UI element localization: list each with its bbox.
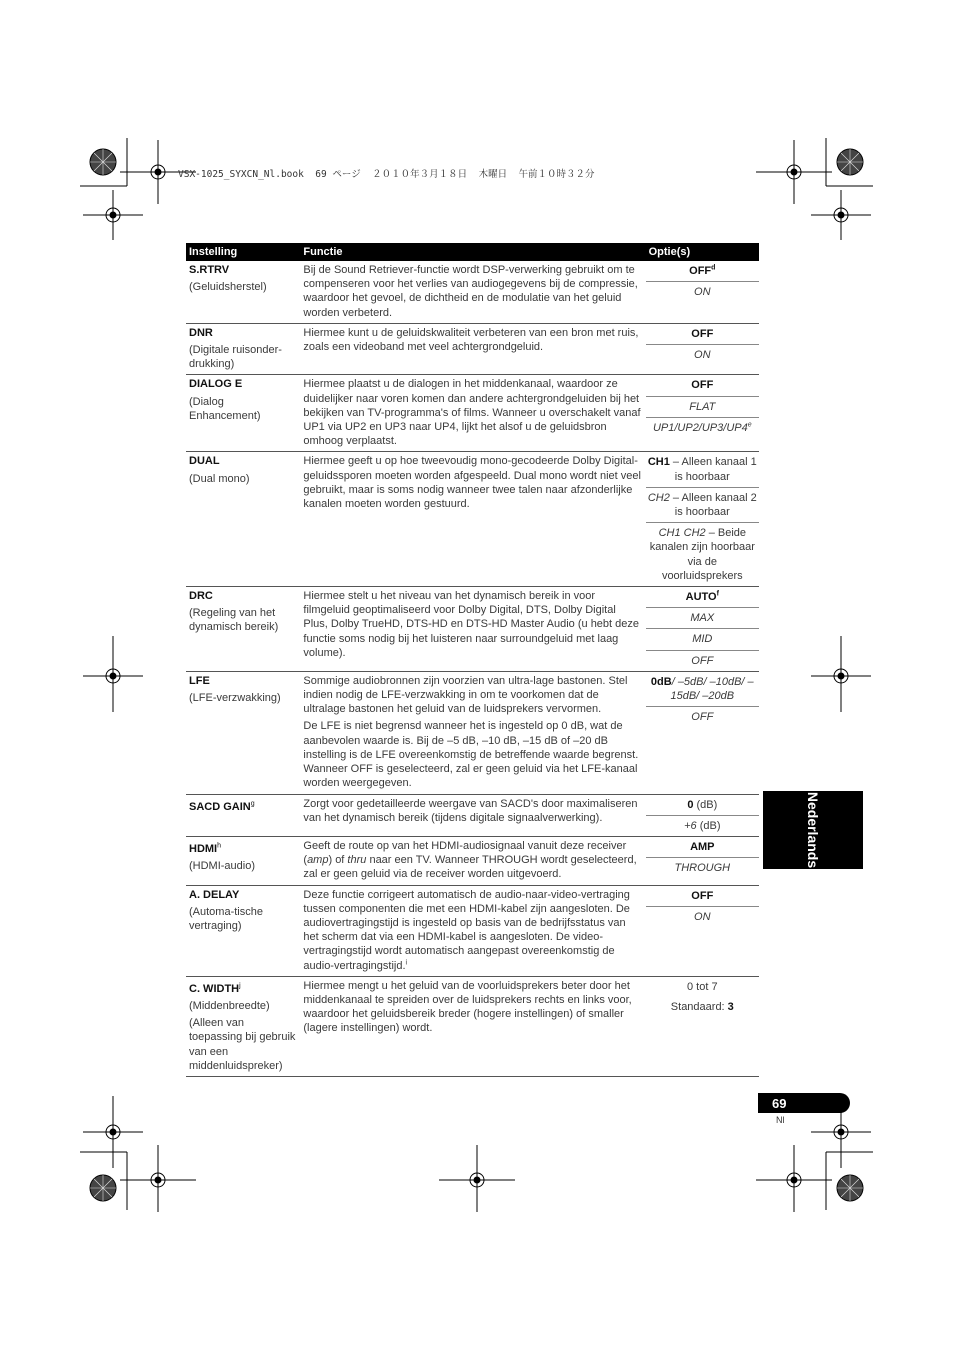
table-row-dual [186, 452, 759, 587]
option-db-levels: 0dB/ –5dB/ –10dB/ –15dB/ –20dB [646, 672, 759, 707]
language-side-tab [763, 791, 863, 869]
setting-description: Bij de Sound Retriever-functie wordt DSP-verwerking gebruikt om te compenseren voor het verlies van audiogegevens bij de compressie, waardoor het gevoel, de dichtheid en de modulatie van het geluid worden verbeterd. [300, 261, 645, 323]
option-ch1: CH1 – Alleen kanaal 1 is hoorbaar [646, 452, 759, 487]
option-0db: 0 (dB) [646, 795, 759, 816]
column-header-options: Optie(s) [646, 243, 759, 261]
setting-description: Zorgt voor gedetailleerde weergave van SACD's door maximaliseren van het dynamisch bereik (tijdens digitale signaalverwerking). [300, 794, 645, 836]
setting-subtitle: (LFE-verzwakking) [189, 692, 281, 705]
table-row-dialog-e [186, 375, 759, 452]
setting-name: LFE [189, 674, 210, 687]
setting-description: Sommige audiobronnen zijn voorzien van ultra-lage bastonen. Stel indien nodig de LFE-verzwakking in om te voorkomen dat de ultralage bastonen het geluid van de luidsprekers vervormen. [303, 674, 628, 716]
option-ch1-ch2: CH1 CH2 – Beide kanalen zijn hoorbaar via de voorluidsprekers [649, 527, 755, 582]
table-row-srtrv [186, 261, 759, 323]
setting-description: Hiermee geeft u op hoe tweevoudig mono-gecodeerde Dolby Digital-geluidssporen moeten worden afgespeeld. Dual mono wordt niet veel gebruikt, maar is soms nodig wanneer twee talen naar afzonderlijke kanalen moeten worden gestuurd. [300, 452, 645, 587]
table-row-sacd-gain [186, 794, 759, 836]
option-flat: FLAT [646, 397, 759, 418]
setting-description: Hiermee stelt u het niveau van het dynamisch bereik in voor filmgeluid geoptimaliseerd voor Dolby Digital, DTS, Dolby Digital Plus, Dolby TrueHD, DTS-HD en DTS-HD Master Audio (u hebt deze functie soms nodig bij het luisteren naar surroundgeluid met laag volume). [300, 587, 645, 672]
settings-table [186, 243, 759, 1077]
table-row-lfe [186, 671, 759, 794]
setting-subtitle-note: (Alleen van toepassing bij gebruik van een middenluidspreker) [189, 1017, 296, 1072]
setting-subtitle: (Dual mono) [189, 472, 250, 485]
setting-subtitle: (Dialog Enhancement) [189, 395, 261, 422]
setting-name: DIALOG E [189, 378, 243, 391]
setting-description-note: De LFE is niet begrensd wanneer het is ingesteld op 0 dB, wat de aanbevolen waarde is. Bij de –5 dB, –10 dB, –15 dB of –20 dB instelling is de LFE overeenkomstig de betreffende waarde begrenst. Wanneer OFF is geselecteerd, zal er geen geluid via het LFE-kanaal worden weergegeven. [303, 720, 639, 790]
setting-description: Hiermee kunt u de geluidskwaliteit verbeteren van een bron met ruis, zoals een videoband met veel achtergrondgeluid. [300, 323, 645, 375]
setting-description: Geeft de route op van het HDMI-audiosignaal vanuit deze receiver (amp) of thru naar een TV. Wanneer THROUGH wordt geselecteerd, zal er geen geluid via de receiver worden uitgevoerd. [300, 836, 645, 885]
option-through: THROUGH [674, 862, 731, 875]
option-on: ON [694, 349, 711, 362]
option-off: OFF [691, 711, 714, 724]
option-6db: +6 (dB) [684, 819, 721, 832]
table-row-drc [186, 587, 759, 672]
table-row-a-delay [186, 885, 759, 976]
page-number: 69 [772, 1095, 787, 1111]
option-auto: AUTO$^f$ [646, 587, 759, 608]
setting-name: SACD GAIN$^g$ [189, 799, 255, 813]
option-amp: AMP [646, 837, 759, 858]
setting-subtitle: (Regeling van het dynamisch bereik) [189, 607, 279, 634]
option-up-levels: UP1/UP2/UP3/UP4e [652, 421, 752, 434]
setting-name: A. DELAY [189, 888, 240, 901]
setting-subtitle: (Geluidsherstel) [189, 281, 267, 294]
setting-description: Hiermee mengt u het geluid van de voorluidsprekers beter door het middenkanaal te spreiden over de luidsprekers rechts en links voor, waardoor het geluidsbereik breder (hogere instellingen) of smaller (lagere instellingen) wordt. [300, 976, 645, 1076]
setting-name: DNR [189, 326, 213, 339]
setting-name: DRC [189, 590, 213, 603]
option-ch2: CH2 – Alleen kanaal 2 is hoorbaar [646, 488, 759, 523]
setting-description: Hiermee plaatst u de dialogen in het middenkanaal, waardoor ze duidelijker naar voren komen dan andere achtergrondgeluiden bij het bekijken van TV-programma's of films. Wanneer u overschakelt vanaf UP1 via UP2 en UP3 naar UP4, lijkt het alsof u de geluidsbron omhoog verplaatst. [300, 375, 645, 452]
table-row-c-width [186, 976, 759, 1076]
option-on: ON [694, 286, 711, 299]
page-language-code: Nl [776, 1115, 785, 1125]
option-default: Standaard: 3 [670, 1000, 734, 1013]
setting-name: C. WIDTH$^j$ [189, 982, 241, 995]
setting-name: DUAL [189, 455, 220, 468]
page-number-badge [758, 1093, 850, 1113]
setting-subtitle: (Automa-tische vertraging) [189, 905, 263, 932]
option-off: OFF [646, 886, 759, 907]
option-mid: MID [646, 629, 759, 650]
table-row-hdmi [186, 836, 759, 885]
option-off: OFF [646, 375, 759, 396]
setting-name: HDMI$^h$ [189, 842, 222, 855]
option-off: OFF$^d$ [646, 261, 759, 282]
language-tab-label: Nederlands [805, 791, 821, 869]
option-max: MAX [646, 608, 759, 629]
column-header-setting: Instelling [186, 243, 300, 261]
option-off: OFF [691, 654, 714, 667]
setting-name: S.RTRV [189, 264, 230, 276]
table-row-dnr [186, 323, 759, 375]
option-on: ON [694, 910, 711, 923]
setting-subtitle: (Middenbreedte) [189, 999, 270, 1012]
setting-subtitle: (Digitale ruisonder-drukking) [189, 344, 282, 371]
option-off: OFF [646, 324, 759, 345]
setting-subtitle: (HDMI-audio) [189, 860, 256, 873]
table-header-row [186, 243, 759, 261]
book-file-info: VSX-1025_SYXCN_Nl.book 69 ページ ２０１０年３月１８日 木曜日 午前１０時３２分 [178, 169, 595, 180]
setting-description: Deze functie corrigeert automatisch de audio-naar-video-vertraging tussen componenten die met een HDMI-kabel zijn aangesloten. De audiovertragingstijd is ingesteld op basis van de bedrijfsstatus van het scherm dat via een HDMI-kabel is aangesloten. De video-vertragingstijd wordt automatisch aangepast overeenkomstig de audio-vertragingstijd.$^i$ [300, 885, 645, 976]
column-header-function: Functie [300, 243, 645, 261]
option-range: 0 tot 7 [687, 980, 718, 993]
